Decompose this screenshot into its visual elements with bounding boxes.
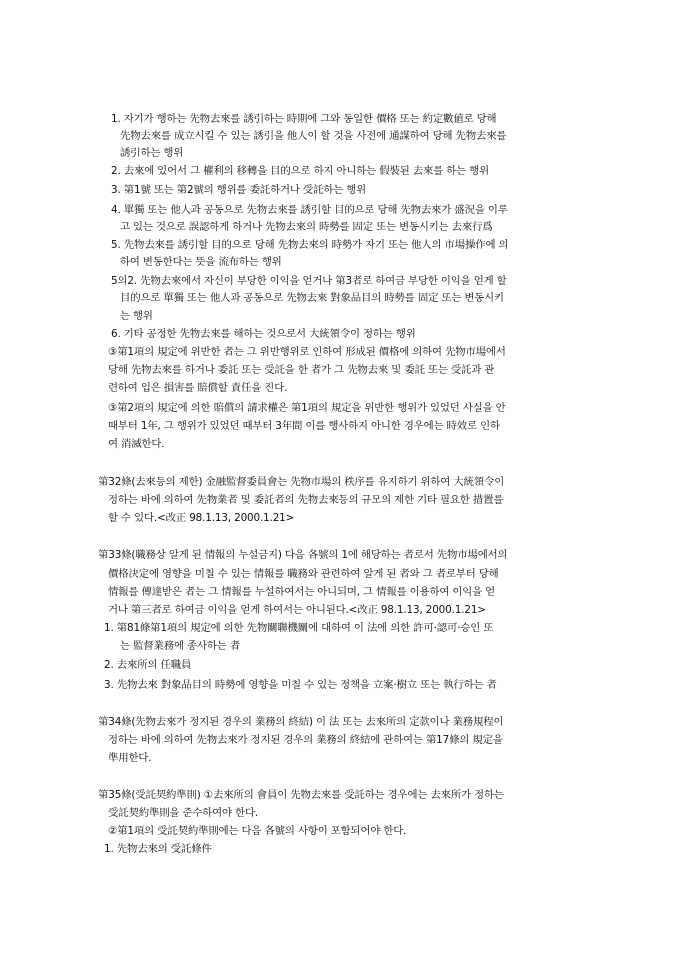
text-line: 1. 先物去來의 受託條件 — [104, 843, 212, 855]
text-line: 2. 去來에 있어서 그 權利의 移轉을 目的으로 하지 아니하는 假裝된 去來를 하는 행위 — [111, 165, 489, 177]
text-line: 誘引하는 행위 — [120, 147, 184, 159]
text-line: 第32條(去來등의 제한) 金融監督委員會는 先物市場의 秩序를 유지하기 위하여 大統領令이 — [98, 476, 505, 488]
text-line: 때부터 1年, 그 행위가 있었던 때부터 3年間 이를 행사하지 아니한 경우에는 時效로 인하 — [108, 420, 500, 432]
text-line: 여 消滅한다. — [108, 438, 165, 450]
text-line: 는 監督業務에 종사하는 者 — [120, 640, 240, 652]
text-line: 정하는 바에 의하여 先物去來가 정지된 경우의 業務의 終結에 관하여는 第17條의 規定을 — [108, 734, 503, 746]
text-line: 6. 기타 공정한 先物去來를 해하는 것으로서 大統領令이 정하는 행위 — [111, 328, 416, 340]
text-line: 準用한다. — [108, 752, 152, 764]
text-line: ③第1項의 規定에 위반한 者는 그 위반행위로 인하여 形成된 價格에 의하여 先物市場에서 — [108, 346, 506, 358]
text-line: 價格決定에 영향을 미칠 수 있는 情報를 職務와 관련하여 알게 된 者와 그 者로부터 당해 — [108, 568, 499, 580]
text-line: 는 행위 — [120, 310, 153, 322]
text-line: 第35條(受託契約準則) ①去來所의 會員이 先物去來를 受託하는 경우에는 去來所가 정하는 — [98, 789, 504, 801]
text-line: 정하는 바에 의하여 先物業者 및 委託者의 先物去來등의 규모의 제한 기타 필요한 措置를 — [108, 494, 504, 506]
text-line: 5. 先物去來를 誘引할 目的으로 당해 先物去來의 時勢가 자기 또는 他人의 市場操作에 의 — [111, 239, 509, 251]
text-line: 당해 先物去來를 하거나 委託 또는 受託을 한 者가 그 先物去來 및 委託 또는 受託과 관 — [108, 364, 495, 376]
text-line: 2. 去來所의 任職員 — [104, 659, 192, 671]
text-line: 第34條(先物去來가 정지된 경우의 業務의 終結) 이 法 또는 去來所의 定款이나 業務規程이 — [98, 716, 504, 728]
text-line: 1. 第81條第1項의 規定에 의한 先物關聯機關에 대하여 이 法에 의한 許可·認可·승인 또 — [104, 622, 494, 634]
text-line: ②第1項의 受託契約準則에는 다음 各號의 사항이 포함되어야 한다. — [108, 825, 407, 837]
text-line: 고 있는 것으로 誤認하게 하거나 先物去來의 時勢를 固定 또는 변동시키는 去來行爲 — [120, 221, 493, 233]
text-line: 련하여 입은 損害를 賠償할 責任을 진다. — [108, 382, 288, 394]
text-line: 4. 單獨 또는 他人과 공동으로 先物去來를 誘引할 目的으로 당해 先物去來가 盛況을 이루 — [111, 204, 508, 216]
text-line: 5의2. 先物去來에서 자신이 부당한 이익을 얻거나 第3者로 하여금 부당한 이익을 얻게 할 — [111, 275, 507, 287]
text-line: 3. 第1號 또는 第2號의 행위를 委託하거나 受託하는 행위 — [111, 184, 367, 196]
text-line: 3. 先物去來 對象品目의 時勢에 영향을 미칠 수 있는 정책을 立案·樹立 또는 執行하는 者 — [104, 679, 497, 691]
text-line: 할 수 있다.<改正 98.1.13, 2000.1.21> — [108, 512, 295, 524]
text-line: 先物去來를 成立시킬 수 있는 誘引을 他人이 할 것을 사전에 通謀하여 당해 先物去來를 — [120, 130, 507, 142]
text-line: 1. 자기가 행하는 先物去來를 誘引하는 時期에 그와 동일한 價格 또는 約定數値로 당해 — [111, 113, 497, 125]
text-line: 第33條(職務상 알게 된 情報의 누설금지) 다음 各號의 1에 해당하는 者로서 先物市場에서의 — [98, 549, 508, 561]
text-line: 하여 변동한다는 뜻을 流布하는 행위 — [120, 256, 282, 268]
text-line: 受託契約準則을 준수하여야 한다. — [108, 807, 258, 819]
text-line: 情報를 傳達받은 者는 그 情報를 누설하여서는 아니되며, 그 情報를 이용하여 이익을 얻 — [108, 586, 496, 598]
text-line: ③第2項의 規定에 의한 賠償의 請求權은 第1項의 規定을 위반한 행위가 있었던 사실을 안 — [108, 402, 506, 414]
text-line: 目的으로 單獨 또는 他人과 공동으로 先物去來 對象品目의 時勢를 固定 또는 변동시키 — [120, 292, 504, 304]
text-line: 거나 第三者로 하여금 이익을 얻게 하여서는 아니된다.<改正 98.1.13, 2000.1.21> — [108, 604, 486, 616]
